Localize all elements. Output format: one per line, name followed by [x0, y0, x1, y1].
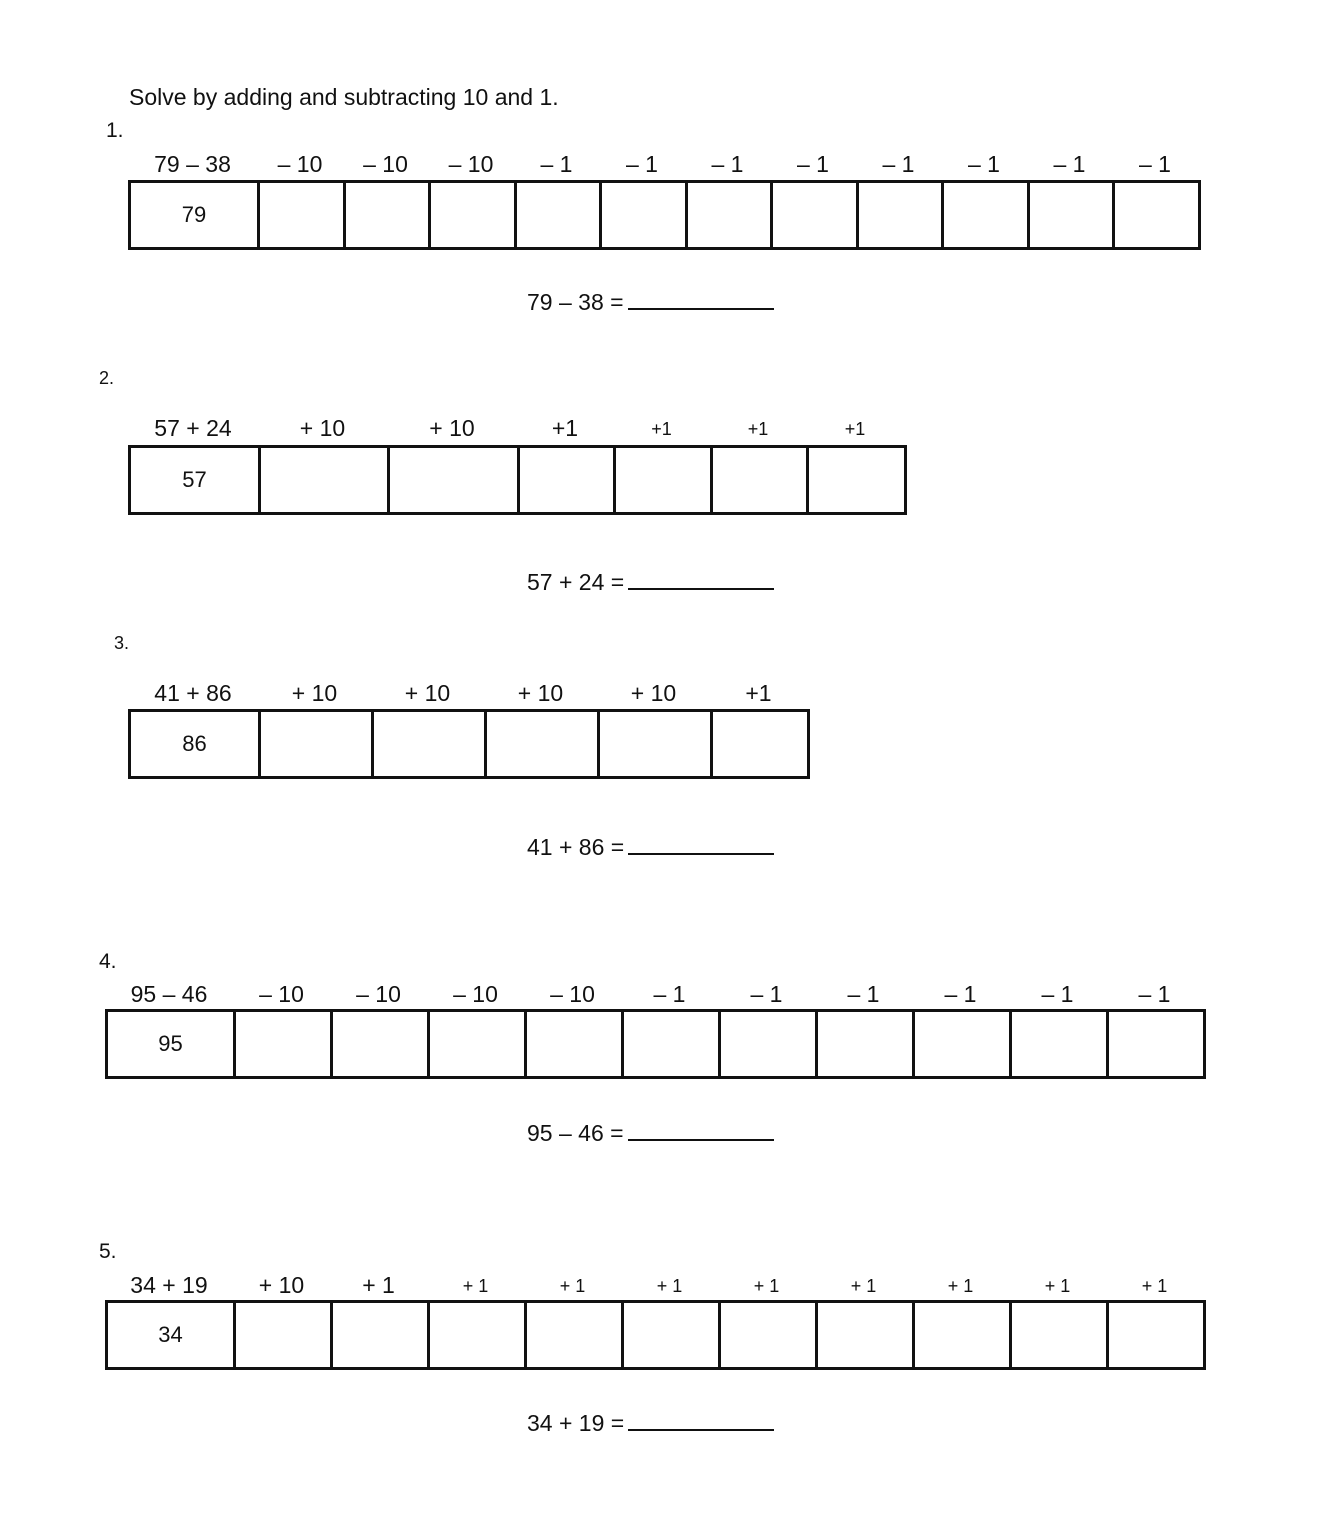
number-boxes-row	[105, 1300, 1206, 1370]
answer-box[interactable]	[616, 448, 713, 512]
equation-text: 41 + 86 =	[527, 834, 625, 860]
answer-box[interactable]	[624, 1012, 721, 1076]
step-label: +1	[551, 415, 579, 441]
problem-number: 3.	[114, 633, 130, 653]
number-boxes-row	[128, 709, 810, 779]
step-label: – 10	[448, 151, 494, 177]
answer-box[interactable]	[261, 448, 390, 512]
step-label: – 1	[1139, 151, 1171, 177]
step-label: +1	[651, 419, 672, 439]
step-label: – 10	[550, 981, 595, 1007]
problem-expression: 79 – 38	[154, 151, 231, 177]
start-value-box: 34	[108, 1303, 236, 1367]
answer-box[interactable]	[1012, 1012, 1109, 1076]
answer-box[interactable]	[333, 1012, 430, 1076]
step-label: + 10	[517, 680, 564, 706]
answer-equation	[527, 831, 774, 861]
step-label: +1	[844, 419, 866, 439]
answer-box[interactable]	[600, 712, 713, 776]
answer-blank[interactable]	[628, 1117, 774, 1141]
step-label: + 1	[850, 1276, 877, 1296]
step-label: + 1	[462, 1276, 489, 1296]
problem-number: 1.	[106, 119, 124, 142]
answer-box[interactable]	[487, 712, 600, 776]
problem-number: 2.	[99, 368, 115, 388]
answer-blank[interactable]	[628, 831, 774, 855]
step-label: +1	[747, 419, 769, 439]
answer-box[interactable]	[818, 1303, 915, 1367]
number-boxes-row	[128, 180, 1201, 250]
answer-box[interactable]	[261, 712, 374, 776]
step-label: + 1	[656, 1276, 683, 1296]
step-label: + 10	[299, 415, 346, 441]
answer-box[interactable]	[859, 183, 944, 247]
answer-box[interactable]	[374, 712, 487, 776]
step-label: – 10	[277, 151, 323, 177]
answer-box[interactable]	[517, 183, 602, 247]
step-label: – 1	[653, 981, 686, 1007]
step-label: + 1	[753, 1276, 780, 1296]
problem-expression: 34 + 19	[130, 1272, 208, 1298]
answer-box[interactable]	[346, 183, 431, 247]
equation-text: 95 – 46 =	[527, 1120, 624, 1146]
problem-expression: 95 – 46	[130, 981, 208, 1007]
step-label: – 1	[882, 151, 915, 177]
step-label: – 10	[363, 151, 408, 177]
problem-expression: 41 + 86	[154, 680, 232, 706]
answer-box[interactable]	[260, 183, 346, 247]
step-label: + 10	[291, 680, 338, 706]
number-boxes-row	[105, 1009, 1206, 1079]
step-label: – 1	[750, 981, 783, 1007]
step-label: – 1	[711, 151, 744, 177]
answer-box[interactable]	[1012, 1303, 1109, 1367]
answer-equation	[527, 286, 774, 316]
step-label: – 1	[847, 981, 880, 1007]
start-value-box: 95	[108, 1012, 236, 1076]
answer-equation	[527, 1407, 774, 1437]
step-label: +1	[745, 680, 772, 706]
answer-box[interactable]	[713, 712, 807, 776]
step-label: – 10	[259, 981, 304, 1007]
answer-box[interactable]	[773, 183, 859, 247]
step-label: – 1	[1041, 981, 1074, 1007]
step-label: + 1	[559, 1276, 586, 1296]
step-label: + 1	[362, 1272, 395, 1298]
answer-box[interactable]	[721, 1012, 818, 1076]
answer-box[interactable]	[236, 1303, 333, 1367]
step-label: – 1	[1138, 981, 1171, 1007]
answer-box[interactable]	[1030, 183, 1115, 247]
answer-box[interactable]	[713, 448, 809, 512]
step-label: + 10	[630, 680, 677, 706]
step-label: + 1	[1141, 1276, 1168, 1296]
answer-box[interactable]	[721, 1303, 818, 1367]
problem-number: 5.	[99, 1240, 117, 1263]
step-label: – 10	[453, 981, 498, 1007]
start-value-box: 79	[131, 183, 260, 247]
step-label: + 10	[429, 415, 475, 441]
answer-box[interactable]	[390, 448, 520, 512]
step-label: – 1	[1053, 151, 1086, 177]
answer-box[interactable]	[915, 1303, 1012, 1367]
answer-box[interactable]	[688, 183, 773, 247]
answer-box[interactable]	[520, 448, 616, 512]
equation-text: 57 + 24 =	[527, 569, 625, 595]
answer-box[interactable]	[809, 448, 904, 512]
start-value-box: 86	[131, 712, 261, 776]
answer-blank[interactable]	[628, 286, 774, 310]
step-label: – 10	[356, 981, 401, 1007]
step-label: + 1	[1044, 1276, 1071, 1296]
answer-box[interactable]	[430, 1012, 527, 1076]
answer-box[interactable]	[333, 1303, 430, 1367]
answer-equation	[527, 566, 774, 596]
answer-box[interactable]	[527, 1012, 624, 1076]
step-label: + 10	[258, 1272, 305, 1298]
step-label: – 1	[626, 151, 658, 177]
equation-text: 79 – 38 =	[527, 289, 624, 315]
answer-blank[interactable]	[628, 566, 774, 590]
answer-box[interactable]	[431, 183, 517, 247]
answer-box[interactable]	[624, 1303, 721, 1367]
answer-box[interactable]	[602, 183, 688, 247]
step-label: – 1	[944, 981, 977, 1007]
step-label: + 10	[404, 680, 451, 706]
step-label: – 1	[540, 151, 573, 177]
step-label: – 1	[968, 151, 1000, 177]
answer-box[interactable]	[1115, 183, 1198, 247]
start-value-box: 57	[131, 448, 261, 512]
problem-number: 4.	[99, 950, 117, 973]
number-boxes-row	[128, 445, 907, 515]
answer-box[interactable]	[430, 1303, 527, 1367]
step-label: + 1	[947, 1276, 974, 1296]
step-label: – 1	[797, 151, 829, 177]
problem-expression: 57 + 24	[154, 415, 232, 441]
answer-box[interactable]	[944, 183, 1030, 247]
answer-box[interactable]	[236, 1012, 333, 1076]
answer-box[interactable]	[527, 1303, 624, 1367]
answer-equation	[527, 1117, 774, 1147]
equation-text: 34 + 19 =	[527, 1410, 625, 1436]
answer-box[interactable]	[915, 1012, 1012, 1076]
answer-box[interactable]	[818, 1012, 915, 1076]
instruction: Solve by adding and subtracting 10 and 1.	[129, 84, 559, 110]
answer-box[interactable]	[1109, 1303, 1203, 1367]
answer-blank[interactable]	[628, 1407, 774, 1431]
answer-box[interactable]	[1109, 1012, 1203, 1076]
